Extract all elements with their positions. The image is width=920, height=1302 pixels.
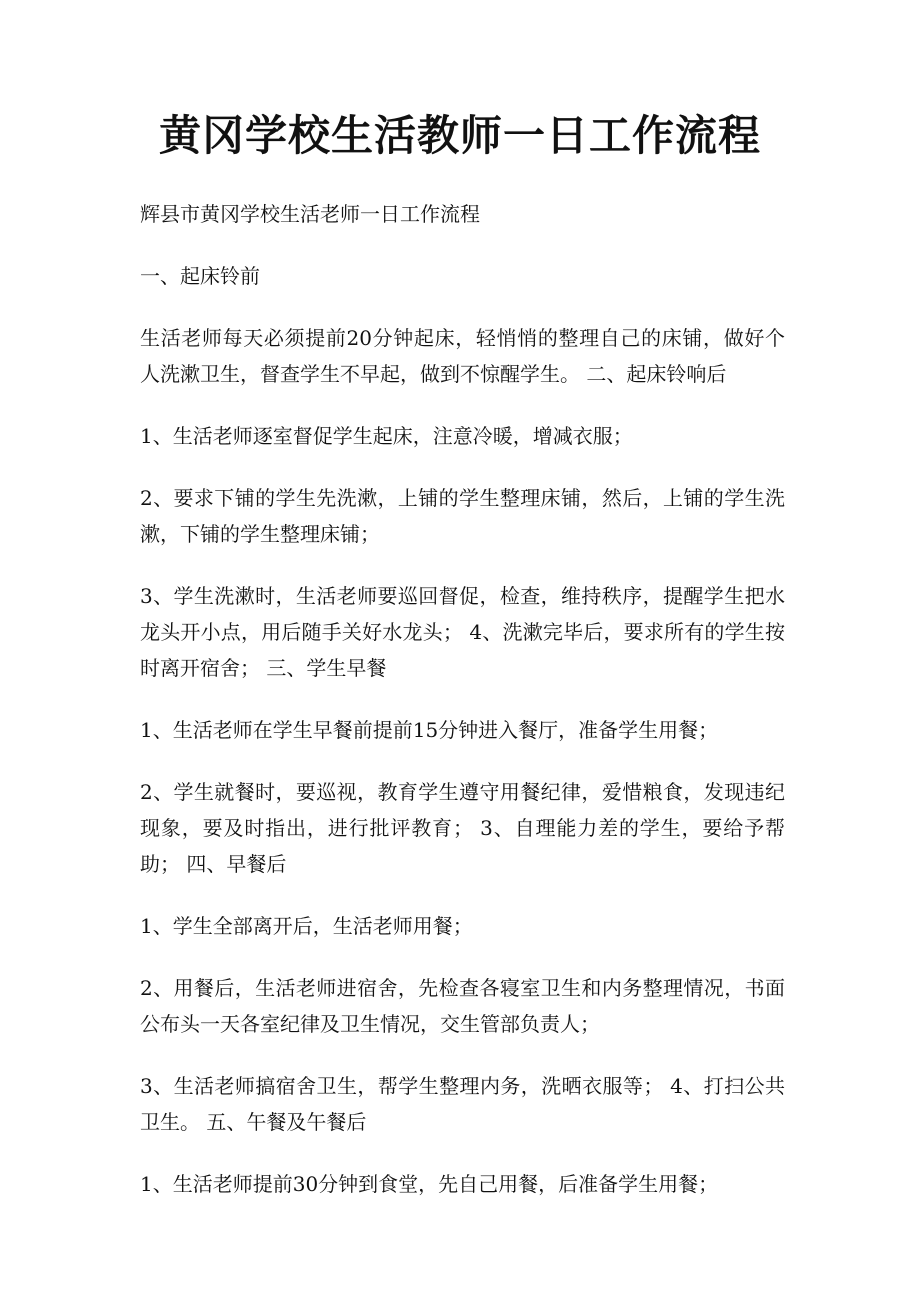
body-paragraph: 2、用餐后，生活老师进宿舍，先检查各寝室卫生和内务整理情况，书面公布头一天各室纪律及卫生情况，交生管部负责人；: [140, 976, 785, 1036]
document-body: [140, 196, 785, 1228]
body-paragraph: 1、学生全部离开后，生活老师用餐；: [140, 914, 473, 938]
section-heading-1: 一、起床铃前: [140, 264, 260, 288]
subtitle-paragraph: 辉县市黄冈学校生活老师一日工作流程: [140, 202, 480, 226]
body-paragraph: 2、学生就餐时，要巡视，教育学生遵守用餐纪律，爱惜粮食，发现违纪现象，要及时指出，进行批评教育； 3、自理能力差的学生，要给予帮助； 四、早餐后: [140, 780, 785, 876]
document-title: 黄冈学校生活教师一日工作流程: [158, 111, 761, 160]
body-paragraph: 3、学生洗漱时，生活老师要巡回督促，检查，维持秩序，提醒学生把水龙头开小点，用后随手关好水龙头； 4、洗漱完毕后，要求所有的学生按时离开宿舍； 三、学生早餐: [140, 584, 785, 680]
body-paragraph: 1、生活老师逐室督促学生起床，注意冷暖，增减衣服；: [140, 424, 633, 448]
body-paragraph: 生活老师每天必须提前20分钟起床，轻悄悄的整理自己的床铺，做好个人洗漱卫生，督查学生不早起，做到不惊醒学生。 二、起床铃响后: [140, 326, 785, 386]
body-paragraph: 2、要求下铺的学生先洗漱，上铺的学生整理床铺，然后，上铺的学生洗漱，下铺的学生整理床铺；: [140, 486, 785, 546]
body-paragraph: 3、生活老师搞宿舍卫生，帮学生整理内务，洗晒衣服等； 4、打扫公共卫生。 五、午餐及午餐后: [140, 1074, 785, 1134]
body-paragraph: 1、生活老师提前30分钟到食堂，先自己用餐，后准备学生用餐；: [140, 1172, 719, 1196]
body-paragraph: 1、生活老师在学生早餐前提前15分钟进入餐厅，准备学生用餐；: [140, 718, 719, 742]
